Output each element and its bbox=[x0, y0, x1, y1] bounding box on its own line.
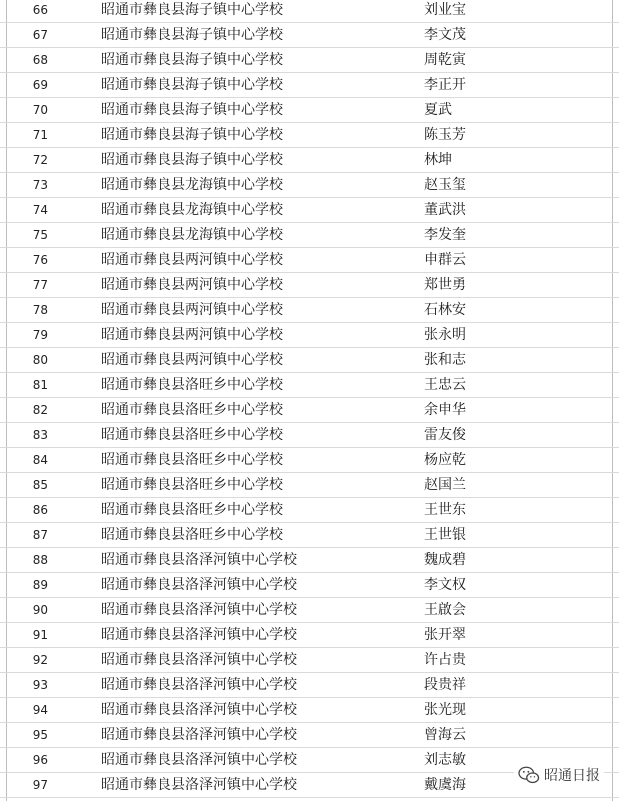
table-row bbox=[0, 0, 619, 23]
school-name: 昭通市彝良县洛泽河镇中心学校 bbox=[101, 777, 297, 793]
person-name: 李正开 bbox=[424, 77, 466, 93]
person-name: 张和志 bbox=[424, 352, 466, 368]
table-row bbox=[0, 348, 619, 373]
school-name: 昭通市彝良县洛泽河镇中心学校 bbox=[101, 727, 297, 743]
table-row bbox=[0, 273, 619, 298]
person-name: 杨应乾 bbox=[424, 452, 466, 468]
school-name: 昭通市彝良县海子镇中心学校 bbox=[101, 2, 283, 18]
school-name: 昭通市彝良县洛旺乡中心学校 bbox=[101, 402, 283, 418]
person-name: 王忠云 bbox=[424, 377, 466, 393]
person-name: 赵国兰 bbox=[424, 477, 466, 493]
person-name: 李发奎 bbox=[424, 227, 466, 243]
school-name: 昭通市彝良县洛泽河镇中心学校 bbox=[101, 702, 297, 718]
person-name: 张开翠 bbox=[424, 627, 466, 643]
school-name: 昭通市彝良县海子镇中心学校 bbox=[101, 27, 283, 43]
school-name: 昭通市彝良县洛泽河镇中心学校 bbox=[101, 552, 297, 568]
row-number: 90 bbox=[32, 603, 48, 617]
row-number: 96 bbox=[32, 753, 48, 767]
table-row bbox=[0, 298, 619, 323]
person-name: 李文权 bbox=[424, 577, 466, 593]
table-row bbox=[0, 148, 619, 173]
table-row bbox=[0, 448, 619, 473]
table-row bbox=[0, 373, 619, 398]
person-name: 林坤 bbox=[424, 152, 452, 168]
row-number: 92 bbox=[32, 653, 48, 667]
person-name: 王世东 bbox=[424, 502, 466, 518]
person-name: 魏成碧 bbox=[424, 552, 466, 568]
table-row bbox=[0, 48, 619, 73]
table-row bbox=[0, 623, 619, 648]
row-number: 94 bbox=[32, 703, 48, 717]
table-row bbox=[0, 648, 619, 673]
person-name: 郑世勇 bbox=[424, 277, 466, 293]
watermark-text: 昭通日报 bbox=[544, 768, 600, 784]
row-number: 78 bbox=[32, 303, 48, 317]
person-name: 周乾寅 bbox=[424, 52, 466, 68]
table-row bbox=[0, 573, 619, 598]
row-number: 69 bbox=[32, 78, 48, 92]
person-name: 张永明 bbox=[424, 327, 466, 343]
row-number: 71 bbox=[32, 128, 48, 142]
row-number: 75 bbox=[32, 228, 48, 242]
table-row bbox=[0, 498, 619, 523]
row-number: 88 bbox=[32, 553, 48, 567]
table-row bbox=[0, 398, 619, 423]
row-number: 68 bbox=[32, 53, 48, 67]
row-number: 73 bbox=[32, 178, 48, 192]
row-number: 80 bbox=[32, 353, 48, 367]
person-name: 戴虞海 bbox=[424, 777, 466, 793]
row-number: 82 bbox=[32, 403, 48, 417]
table-row bbox=[0, 98, 619, 123]
person-name: 王啟会 bbox=[424, 602, 466, 618]
person-name: 夏武 bbox=[424, 102, 452, 118]
school-name: 昭通市彝良县洛旺乡中心学校 bbox=[101, 477, 283, 493]
row-number: 93 bbox=[32, 678, 48, 692]
wechat-icon bbox=[518, 765, 540, 785]
row-number: 87 bbox=[32, 528, 48, 542]
row-number: 77 bbox=[32, 278, 48, 292]
person-name: 许占贵 bbox=[424, 652, 466, 668]
school-name: 昭通市彝良县海子镇中心学校 bbox=[101, 127, 283, 143]
school-name: 昭通市彝良县洛泽河镇中心学校 bbox=[101, 752, 297, 768]
row-number: 76 bbox=[32, 253, 48, 267]
person-name: 张光现 bbox=[424, 702, 466, 718]
row-number: 89 bbox=[32, 578, 48, 592]
person-name: 余申华 bbox=[424, 402, 466, 418]
table-row bbox=[0, 423, 619, 448]
person-name: 曾海云 bbox=[424, 727, 466, 743]
school-name: 昭通市彝良县龙海镇中心学校 bbox=[101, 202, 283, 218]
school-name: 昭通市彝良县洛旺乡中心学校 bbox=[101, 527, 283, 543]
row-number: 95 bbox=[32, 728, 48, 742]
table-row bbox=[0, 223, 619, 248]
person-name: 申群云 bbox=[424, 252, 466, 268]
person-name: 陈玉芳 bbox=[424, 127, 466, 143]
school-name: 昭通市彝良县海子镇中心学校 bbox=[101, 77, 283, 93]
school-name: 昭通市彝良县洛旺乡中心学校 bbox=[101, 502, 283, 518]
school-name: 昭通市彝良县洛泽河镇中心学校 bbox=[101, 577, 297, 593]
table-row bbox=[0, 323, 619, 348]
person-name: 石林安 bbox=[424, 302, 466, 318]
table-row bbox=[0, 248, 619, 273]
school-name: 昭通市彝良县洛旺乡中心学校 bbox=[101, 427, 283, 443]
row-number: 67 bbox=[32, 28, 48, 42]
row-number: 83 bbox=[32, 428, 48, 442]
school-name: 昭通市彝良县海子镇中心学校 bbox=[101, 152, 283, 168]
school-name: 昭通市彝良县龙海镇中心学校 bbox=[101, 177, 283, 193]
row-number: 91 bbox=[32, 628, 48, 642]
row-number: 85 bbox=[32, 478, 48, 492]
table-row bbox=[0, 473, 619, 498]
table-row bbox=[0, 723, 619, 748]
row-number: 70 bbox=[32, 103, 48, 117]
row-number: 66 bbox=[32, 3, 48, 17]
table-row bbox=[0, 598, 619, 623]
school-name: 昭通市彝良县洛泽河镇中心学校 bbox=[101, 677, 297, 693]
row-divider bbox=[0, 797, 619, 798]
school-name: 昭通市彝良县洛旺乡中心学校 bbox=[101, 452, 283, 468]
table-row bbox=[0, 23, 619, 48]
person-name: 段贵祥 bbox=[424, 677, 466, 693]
school-name: 昭通市彝良县两河镇中心学校 bbox=[101, 252, 283, 268]
school-name: 昭通市彝良县两河镇中心学校 bbox=[101, 327, 283, 343]
table-row bbox=[0, 673, 619, 698]
row-number: 97 bbox=[32, 778, 48, 792]
school-name: 昭通市彝良县两河镇中心学校 bbox=[101, 352, 283, 368]
row-number: 86 bbox=[32, 503, 48, 517]
row-number: 81 bbox=[32, 378, 48, 392]
school-name: 昭通市彝良县两河镇中心学校 bbox=[101, 277, 283, 293]
table-row bbox=[0, 73, 619, 98]
table-row bbox=[0, 198, 619, 223]
row-number: 79 bbox=[32, 328, 48, 342]
person-name: 董武洪 bbox=[424, 202, 466, 218]
school-name: 昭通市彝良县两河镇中心学校 bbox=[101, 302, 283, 318]
person-name: 王世银 bbox=[424, 527, 466, 543]
person-name: 雷友俊 bbox=[424, 427, 466, 443]
table-row bbox=[0, 173, 619, 198]
table-row bbox=[0, 123, 619, 148]
school-name: 昭通市彝良县海子镇中心学校 bbox=[101, 102, 283, 118]
school-name: 昭通市彝良县洛泽河镇中心学校 bbox=[101, 602, 297, 618]
school-name: 昭通市彝良县海子镇中心学校 bbox=[101, 52, 283, 68]
school-name: 昭通市彝良县洛泽河镇中心学校 bbox=[101, 627, 297, 643]
person-name: 刘志敏 bbox=[424, 752, 466, 768]
row-number: 72 bbox=[32, 153, 48, 167]
table-row bbox=[0, 548, 619, 573]
person-name: 刘业宝 bbox=[424, 2, 466, 18]
school-name: 昭通市彝良县洛旺乡中心学校 bbox=[101, 377, 283, 393]
watermark bbox=[514, 762, 604, 788]
person-name: 李文茂 bbox=[424, 27, 466, 43]
person-name: 赵玉玺 bbox=[424, 177, 466, 193]
row-number: 74 bbox=[32, 203, 48, 217]
school-name: 昭通市彝良县洛泽河镇中心学校 bbox=[101, 652, 297, 668]
school-name: 昭通市彝良县龙海镇中心学校 bbox=[101, 227, 283, 243]
row-number: 84 bbox=[32, 453, 48, 467]
table-row bbox=[0, 523, 619, 548]
table-row bbox=[0, 698, 619, 723]
